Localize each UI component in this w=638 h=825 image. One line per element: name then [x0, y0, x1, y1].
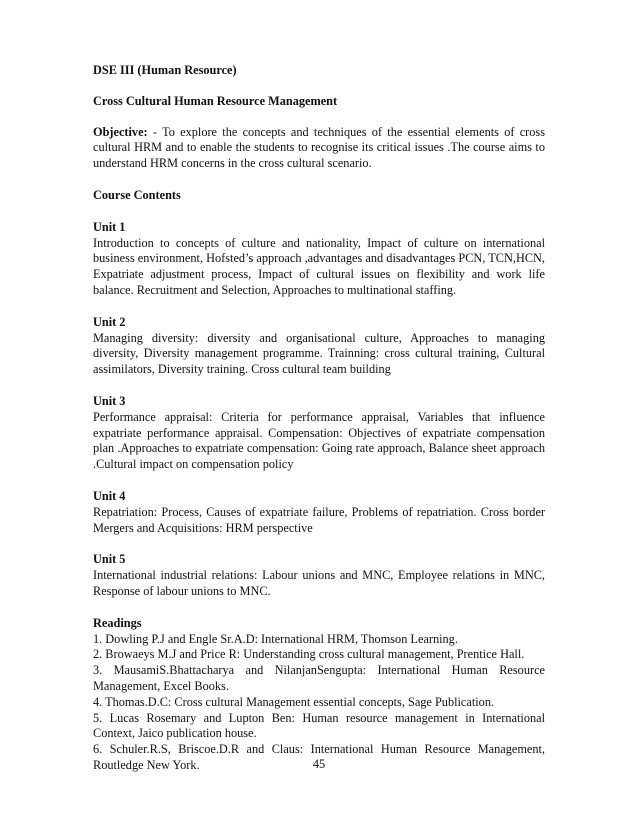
- document-title: DSE III (Human Resource): [93, 63, 237, 77]
- reading-item-2: 2. Browaeys M.J and Price R: Understanding cross cultural management, Prentice Hall.: [93, 647, 525, 662]
- unit-2-heading: Unit 2: [93, 314, 126, 329]
- unit-4-text: Repatriation: Process, Causes of expatriate failure, Problems of repatriation. Cross border Mergers and Acquisitions: HRM perspective: [93, 504, 545, 535]
- reading-item-1: 1. Dowling P.J and Engle Sr.A.D: International HRM, Thomson Learning.: [93, 631, 458, 646]
- objective-paragraph: [93, 125, 545, 172]
- objective-text: - To explore the concepts and techniques of the essential elements of cross cultural HRM and to enable the students to recognise its critical issues .The course aims to understand HRM concerns in the cross cultural scenario.: [93, 124, 545, 171]
- reading-item-6: 6. Schuler.R.S, Briscoe.D.R and Claus: International Human Resource Management, Routledge New York.: [93, 742, 545, 772]
- reading-item-3: 3. MausamiS.Bhattacharya and NilanjanSengupta: International Human Resource Management, Excel Books.: [93, 663, 545, 693]
- document-page: [93, 63, 545, 774]
- unit-3-heading: Unit 3: [93, 393, 126, 408]
- objective-label: Objective:: [93, 124, 148, 139]
- reading-item-5: 5. Lucas Rosemary and Lupton Ben: Human resource management in International Context, Jaico publication house.: [93, 710, 545, 741]
- unit-1-heading: Unit 1: [93, 219, 126, 234]
- unit-3-text: Performance appraisal: Criteria for performance appraisal, Variables that influence expatriate performance appraisal. Compensation: Objectives of expatriate compensation plan .Approaches to expatriate compensation: Going rate approach, Balance sheet approach .Cultural impact on compensation policy: [93, 409, 545, 472]
- unit-5-text: International industrial relations: Labour unions and MNC, Employee relations in MNC, Response of labour unions to MNC.: [93, 568, 545, 598]
- unit-2-text: Managing diversity: diversity and organisational culture, Approaches to managing diversity, Diversity management programme. Trainning: cross cultural training, Cultural assimilators, Diversity training. Cross cultural team building: [93, 330, 545, 377]
- readings-heading: Readings: [93, 615, 142, 630]
- course-title: Cross Cultural Human Resource Management: [93, 93, 338, 108]
- unit-5-heading: Unit 5: [93, 552, 126, 567]
- course-contents-heading: Course Contents: [93, 187, 181, 202]
- unit-4-heading: Unit 4: [93, 488, 126, 503]
- unit-1-text: Introduction to concepts of culture and nationality, Impact of culture on international business environment, Hofsted’s approach ,advantages and disadvantages PCN, TCN,HCN, Expatriate adjustment process, Impact of cultural issues on flexibility and work life balance. Recruitment and Selection, Approaches to multinational staffing.: [93, 235, 545, 297]
- page-number: 45: [312, 757, 326, 771]
- reading-item-4: 4. Thomas.D.C: Cross cultural Management essential concepts, Sage Publication.: [93, 694, 495, 709]
